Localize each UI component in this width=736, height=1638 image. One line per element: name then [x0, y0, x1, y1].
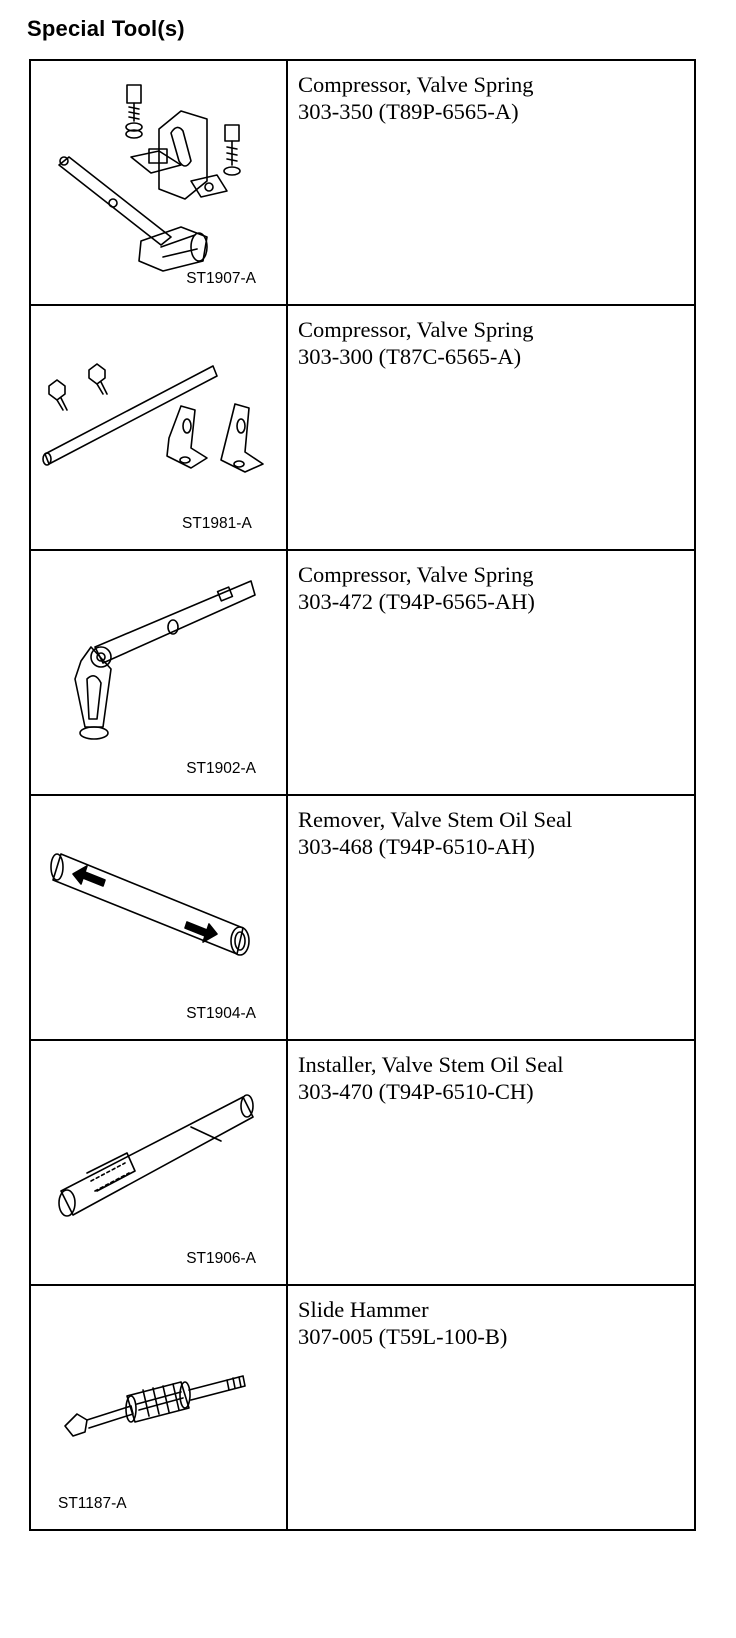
tool-description-cell: [288, 1286, 694, 1529]
figure-id: ST1902-A: [186, 760, 256, 777]
compressor-rod-and-brackets-icon: [31, 306, 286, 549]
tool-illustration-cell: [31, 551, 288, 794]
tool-illustration-cell: [31, 1286, 288, 1529]
tool-row: [31, 551, 694, 796]
figure-id: ST1981-A: [182, 515, 252, 532]
tool-illustration-cell: [31, 61, 288, 304]
tool-description-cell: [288, 1041, 694, 1284]
tool-name: Compressor, Valve Spring: [298, 562, 534, 587]
tool-illustration-cell: [31, 306, 288, 549]
tool-description-cell: [288, 796, 694, 1039]
page-heading: Special Tool(s): [27, 16, 185, 41]
seal-installer-tube-icon: [31, 1041, 286, 1284]
tool-illustration-cell: [31, 796, 288, 1039]
figure-id: ST1906-A: [186, 1250, 256, 1267]
figure-id: ST1904-A: [186, 1005, 256, 1022]
tool-number: 303-300 (T87C-6565-A): [298, 344, 522, 369]
tool-row: [31, 796, 694, 1041]
tool-name: Compressor, Valve Spring: [298, 317, 534, 342]
tool-number: 307-005 (T59L-100-B): [298, 1324, 508, 1349]
tool-description-cell: [288, 551, 694, 794]
tool-number: 303-468 (T94P-6510-AH): [298, 834, 535, 859]
tool-description-cell: [288, 306, 694, 549]
compressor-lever-icon: [31, 551, 286, 794]
tool-name: Compressor, Valve Spring: [298, 72, 534, 97]
slide-hammer-icon: [31, 1286, 286, 1529]
figure-id: ST1907-A: [186, 270, 256, 287]
tool-row: [31, 61, 694, 306]
seal-remover-tube-icon: [31, 796, 286, 1039]
tool-number: 303-350 (T89P-6565-A): [298, 99, 519, 124]
tool-row: [31, 1286, 694, 1529]
special-tools-table: [29, 59, 696, 1531]
tool-row: [31, 306, 694, 551]
tool-row: [31, 1041, 694, 1286]
tool-name: Slide Hammer: [298, 1297, 429, 1322]
tool-name: Remover, Valve Stem Oil Seal: [298, 807, 573, 832]
valve-spring-compressor-kit-icon: [31, 61, 286, 304]
tool-description-cell: [288, 61, 694, 304]
tool-number: 303-472 (T94P-6565-AH): [298, 589, 535, 614]
figure-id: ST1187-A: [58, 1495, 127, 1512]
tool-illustration-cell: [31, 1041, 288, 1284]
tool-name: Installer, Valve Stem Oil Seal: [298, 1052, 564, 1077]
tool-number: 303-470 (T94P-6510-CH): [298, 1079, 534, 1104]
